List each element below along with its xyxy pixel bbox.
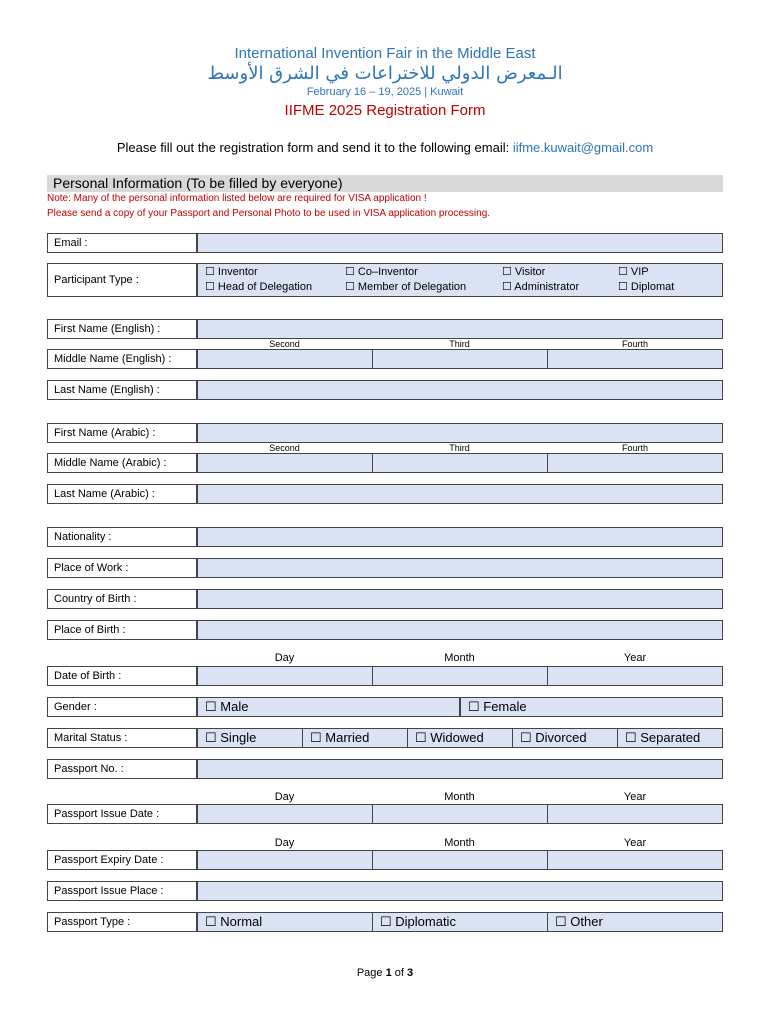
day-caption: Day — [274, 791, 295, 803]
issue-day-field[interactable] — [197, 804, 373, 824]
passport-diplomatic-checkbox[interactable]: ☐ Diplomatic — [372, 912, 548, 932]
day-caption: Day — [274, 837, 295, 849]
checkbox-co-inventor[interactable]: ☐ Co–Inventor — [345, 266, 418, 278]
page-of: of — [391, 967, 408, 979]
checkbox-visitor[interactable]: ☐ Visitor — [502, 266, 546, 278]
passport-no-label: Passport No. : — [47, 759, 197, 779]
email-field[interactable] — [197, 233, 723, 253]
month-caption: Month — [444, 652, 475, 664]
place-of-work-label: Place of Work : — [47, 558, 197, 578]
marital-married-checkbox[interactable]: ☐ Married — [302, 728, 408, 748]
middle-name-arabic-third-field[interactable] — [372, 453, 548, 473]
last-name-english-label: Last Name (English) : — [47, 380, 197, 400]
intro-text — [0, 140, 770, 155]
middle-name-english-third-field[interactable] — [372, 349, 548, 369]
country-of-birth-field[interactable] — [197, 589, 723, 609]
last-name-english-field[interactable] — [197, 380, 723, 400]
issue-year-field[interactable] — [547, 804, 723, 824]
passport-note: Please send a copy of your Passport and Personal Photo to be used in VISA application processing. — [47, 208, 491, 219]
checkbox-administrator[interactable]: ☐ Administrator — [502, 281, 580, 293]
second-name-caption: Second — [269, 443, 300, 453]
third-name-caption: Third — [449, 443, 470, 453]
first-name-english-field[interactable] — [197, 319, 723, 339]
second-name-caption: Second — [269, 339, 300, 349]
dob-month-field[interactable] — [372, 666, 548, 686]
nationality-field[interactable] — [197, 527, 723, 547]
middle-name-arabic-label: Middle Name (Arabic) : — [47, 453, 197, 473]
contact-email-link[interactable]: iifme.kuwait@gmail.com — [512, 140, 654, 155]
passport-issue-place-label: Passport Issue Place : — [47, 881, 197, 901]
first-name-arabic-field[interactable] — [197, 423, 723, 443]
middle-name-arabic-fourth-field[interactable] — [547, 453, 723, 473]
middle-name-english-fourth-field[interactable] — [547, 349, 723, 369]
first-name-english-label: First Name (English) : — [47, 319, 197, 339]
month-caption: Month — [444, 837, 475, 849]
participant-type-label: Participant Type : — [47, 263, 197, 297]
checkbox-vip[interactable]: ☐ VIP — [618, 266, 649, 278]
nationality-label: Nationality : — [47, 527, 197, 547]
dob-year-field[interactable] — [547, 666, 723, 686]
gender-label: Gender : — [47, 697, 197, 717]
section-header: Personal Information (To be filled by everyone) — [47, 175, 723, 192]
year-caption: Year — [623, 837, 647, 849]
marital-divorced-checkbox[interactable]: ☐ Divorced — [512, 728, 618, 748]
last-name-arabic-label: Last Name (Arabic) : — [47, 484, 197, 504]
expiry-year-field[interactable] — [547, 850, 723, 870]
fourth-name-caption: Fourth — [621, 443, 648, 453]
place-of-work-field[interactable] — [197, 558, 723, 578]
checkbox-member-of-delegation[interactable]: ☐ Member of Delegation — [345, 281, 467, 293]
visa-note: Note: Many of the personal information listed below are required for VISA application ! — [47, 193, 427, 204]
month-caption: Month — [444, 791, 475, 803]
passport-no-field[interactable] — [197, 759, 723, 779]
issue-month-field[interactable] — [372, 804, 548, 824]
fair-title-english: International Invention Fair in the Middle East — [234, 45, 536, 62]
page-current: 1 — [385, 967, 392, 979]
country-of-birth-label: Country of Birth : — [47, 589, 197, 609]
passport-other-checkbox[interactable]: ☐ Other — [547, 912, 723, 932]
middle-name-arabic-second-field[interactable] — [197, 453, 373, 473]
gender-male-checkbox[interactable]: ☐ Male — [197, 697, 460, 717]
place-of-birth-label: Place of Birth : — [47, 620, 197, 640]
passport-issue-date-label: Passport Issue Date : — [47, 804, 197, 824]
third-name-caption: Third — [449, 339, 470, 349]
marital-status-label: Marital Status : — [47, 728, 197, 748]
marital-single-checkbox[interactable]: ☐ Single — [197, 728, 303, 748]
date-of-birth-label: Date of Birth : — [47, 666, 197, 686]
page-total: 3 — [407, 967, 414, 979]
dob-day-field[interactable] — [197, 666, 373, 686]
email-label: Email : — [47, 233, 197, 253]
fair-title-arabic: الـمعرض الدولي للاختراعات في الشرق الأوسط — [207, 63, 563, 84]
middle-name-english-label: Middle Name (English) : — [47, 349, 197, 369]
passport-type-label: Passport Type : — [47, 912, 197, 932]
first-name-arabic-label: First Name (Arabic) : — [47, 423, 197, 443]
expiry-day-field[interactable] — [197, 850, 373, 870]
fourth-name-caption: Fourth — [621, 339, 648, 349]
marital-separated-checkbox[interactable]: ☐ Separated — [617, 728, 723, 748]
marital-widowed-checkbox[interactable]: ☐ Widowed — [407, 728, 513, 748]
last-name-arabic-field[interactable] — [197, 484, 723, 504]
year-caption: Year — [623, 791, 647, 803]
checkbox-inventor[interactable]: ☐ Inventor — [205, 266, 258, 278]
checkbox-head-of-delegation[interactable]: ☐ Head of Delegation — [205, 281, 313, 293]
middle-name-english-second-field[interactable] — [197, 349, 373, 369]
passport-normal-checkbox[interactable]: ☐ Normal — [197, 912, 373, 932]
expiry-month-field[interactable] — [372, 850, 548, 870]
year-caption: Year — [623, 652, 647, 664]
passport-issue-place-field[interactable] — [197, 881, 723, 901]
form-title: IIFME 2025 Registration Form — [284, 102, 486, 119]
intro-instruction: Please fill out the registration form and send it to the following email: — [116, 140, 513, 155]
fair-dates: February 16 – 19, 2025 | Kuwait — [306, 86, 464, 98]
gender-female-checkbox[interactable]: ☐ Female — [460, 697, 723, 717]
place-of-birth-field[interactable] — [197, 620, 723, 640]
page-prefix: Page — [356, 967, 386, 979]
passport-expiry-date-label: Passport Expiry Date : — [47, 850, 197, 870]
day-caption: Day — [274, 652, 295, 664]
page-number — [0, 967, 770, 979]
checkbox-diplomat[interactable]: ☐ Diplomat — [618, 281, 675, 293]
